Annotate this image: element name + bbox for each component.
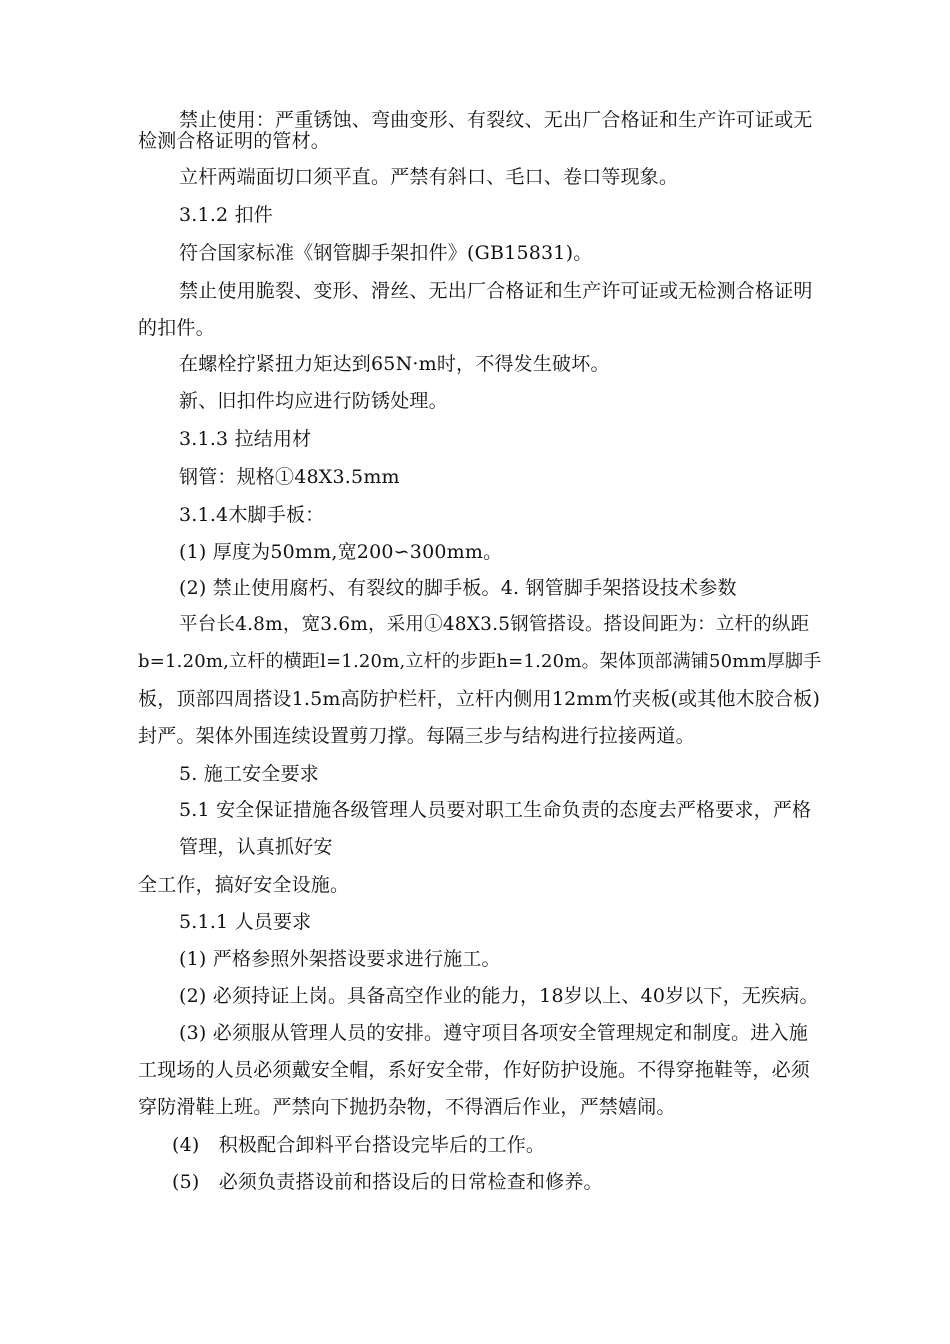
list-item: (2) 禁止使用腐朽、有裂纹的脚手板。4. 钢管脚手架搭设技术参数 [179, 577, 737, 599]
section-heading: 5.1.1 人员要求 [179, 911, 312, 933]
paragraph-line: 的扣件。 [138, 317, 215, 339]
list-item: (4) 积极配合卸料平台搭设完毕后的工作。 [172, 1134, 546, 1156]
paragraph-line: 新、旧扣件均应进行防锈处理。 [179, 390, 448, 412]
paragraph-line: 工现场的人员必须戴安全帽，系好安全带，作好防护设施。不得穿拖鞋等，必须 [138, 1059, 811, 1081]
paragraph-line: 符合国家标准《钢管脚手架扣件》(GB15831)。 [179, 242, 593, 264]
paragraph-line: 在螺栓拧紧扭力矩达到65N·m时，不得发生破坏。 [179, 353, 610, 375]
list-item: (3) 必须服从管理人员的安排。遵守项目各项安全管理规定和制度。进入施 [179, 1022, 808, 1044]
paragraph-line: 钢管：规格①48X3.5mm [179, 466, 400, 488]
paragraph-line: 检测合格证明的管材。 [138, 130, 331, 152]
section-heading: 3.1.2 扣件 [179, 204, 273, 226]
list-item: (1) 严格参照外架搭设要求进行施工。 [179, 948, 501, 970]
paragraph-line: 5.1 安全保证措施各级管理人员要对职工生命负责的态度去严格要求，严格 [179, 799, 812, 821]
paragraph-line: 全工作，搞好安全设施。 [138, 874, 350, 896]
list-item: (2) 必须持证上岗。具备高空作业的能力，18岁以上、40岁以下，无疾病。 [179, 985, 819, 1007]
section-heading: 5. 施工安全要求 [179, 763, 319, 785]
paragraph-line: 立杆两端面切口须平直。严禁有斜口、毛口、卷口等现象。 [179, 166, 679, 188]
paragraph-line: 穿防滑鞋上班。严禁向下抛扔杂物，不得酒后作业，严禁嬉闹。 [138, 1096, 676, 1118]
paragraph-line: 禁止使用：严重锈蚀、弯曲变形、有裂纹、无出厂合格证和生产许可证或无 [179, 109, 813, 131]
paragraph-line: 管理，认真抓好安 [179, 836, 333, 858]
paragraph-line: 禁止使用脆裂、变形、滑丝、无出厂合格证和生产许可证或无检测合格证明 [179, 280, 813, 302]
list-item: (1) 厚度为50mm,宽200∽300mm。 [179, 541, 503, 563]
list-item: (5) 必须负责搭设前和搭设后的日常检查和修养。 [172, 1171, 603, 1193]
paragraph-line: 封严。架体外围连续设置剪刀撑。每隔三步与结构进行拉接两道。 [138, 725, 695, 747]
section-heading: 3.1.4木脚手板： [179, 504, 325, 526]
section-heading: 3.1.3 拉结用材 [179, 428, 312, 450]
paragraph-line: b=1.20m,立杆的横距l=1.20m,立杆的步距h=1.20m。架体顶部满铺50mm厚脚手 [138, 651, 822, 672]
paragraph-line: 板，顶部四周搭设1.5m高防护栏杆，立杆内侧用12mm竹夹板(或其他木胶合板) [138, 688, 821, 710]
paragraph-line: 平台长4.8m，宽3.6m，采用①48X3.5钢管搭设。搭设间距为：立杆的纵距 [179, 614, 810, 635]
